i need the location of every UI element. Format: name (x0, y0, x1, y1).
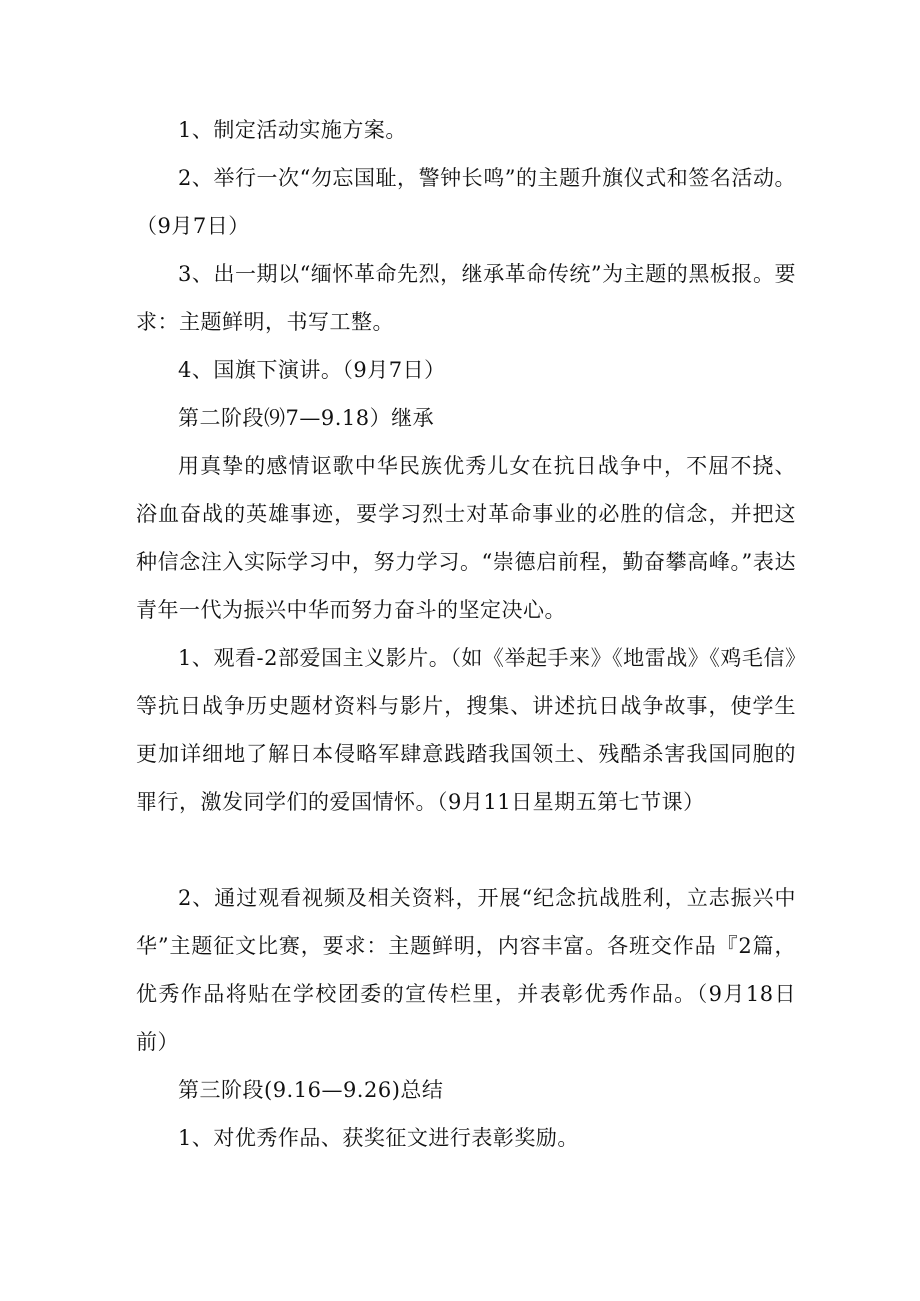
section-heading-stage-2: 第二阶段⑼7—9.18）继承 (178, 406, 435, 430)
paragraph-stage-2-item-1: 1、观看-2部爱国主义影片。（如《举起手来》《地雷战》《鸡毛信》等抗日战争历史题材资料与影片，搜集、讲述抗日战争故事，使学生更加详细地了解日本侵略军肆意践踏我国领土、残酷杀害我国同胞的罪行，激发同学们的爱国情怀。（9月11日星期五第七节课） (136, 646, 796, 814)
paragraph-step-3-blackboard: 3、出一期以“缅怀革命先烈，继承革命传统”为主题的黑板报。要求：主题鲜明，书写工整。 (136, 262, 796, 334)
paragraph-step-1-plan: 1、制定活动实施方案。 (178, 118, 407, 142)
paragraph-stage-2-item-2: 2、通过观看视频及相关资料，开展“纪念抗战胜利，立志振兴中华”主题征文比赛，要求：主题鲜明，内容丰富。各班交作品『2篇，优秀作品将贴在学校团委的宣传栏里，并表彰优秀作品。（9月18日前） (136, 886, 796, 1054)
paragraph-step-2-flag-ceremony: 2、举行一次“勿忘国耻，警钟长鸣”的主题升旗仪式和签名活动。（9月7日） (136, 166, 796, 238)
paragraph-stage-3-item-1: 1、对优秀作品、获奖征文进行表彰奖励。 (178, 1126, 579, 1150)
paragraph-stage-2-intro: 用真挚的感情讴歌中华民族优秀儿女在抗日战争中，不屈不挠、浴血奋战的英雄事迹，要学习烈士对革命事业的必胜的信念，并把这种信念注入实际学习中，努力学习。“崇德启前程，勤奋攀高峰。”表达青年一代为振兴中华而努力奋斗的坚定决心。 (136, 454, 796, 622)
section-heading-stage-3: 第三阶段(9.16—9.26)总结 (178, 1078, 444, 1102)
paragraph-step-4-speech: 4、国旗下演讲。（9月7日） (178, 358, 446, 382)
